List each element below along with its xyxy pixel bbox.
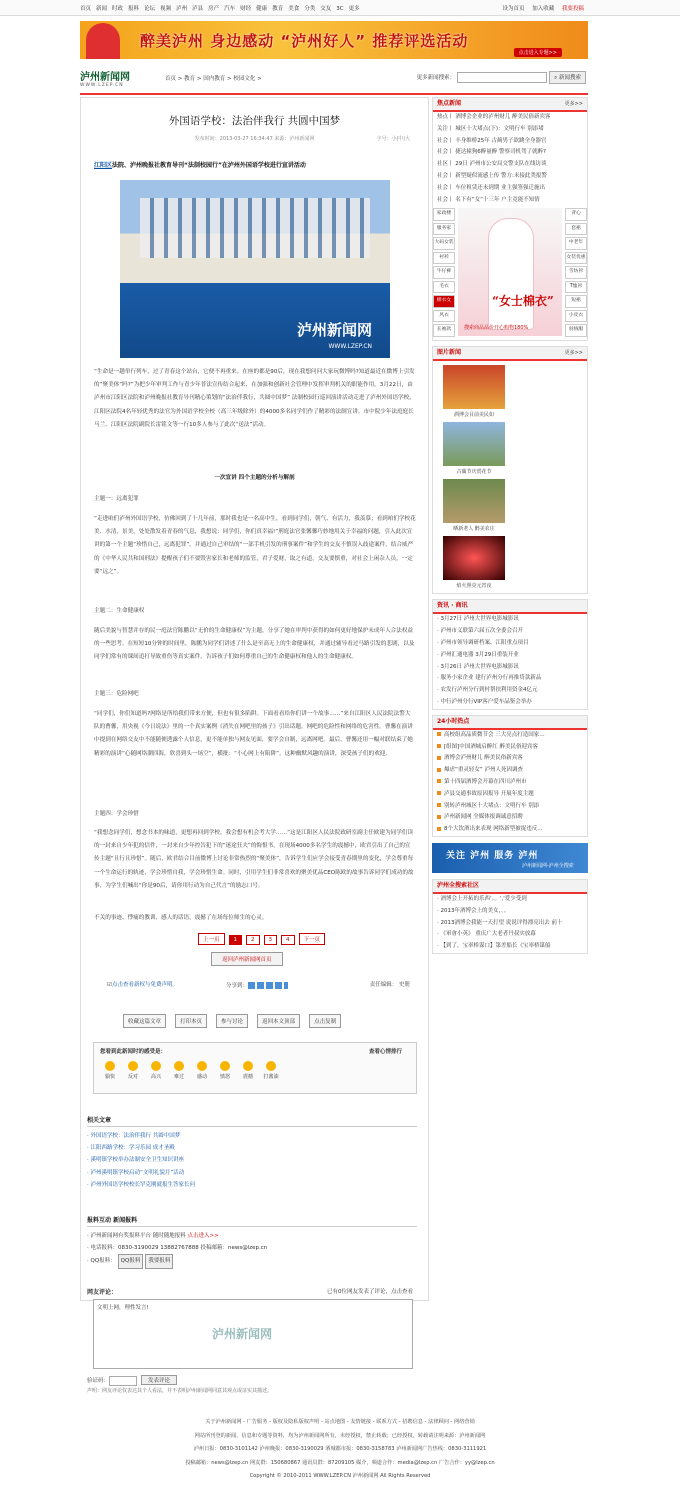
bullet-icon (437, 791, 441, 795)
related-item-text: 溪明镇学校举办法制安全卫生知识讲座 (90, 1157, 185, 1164)
article-photo (120, 180, 390, 358)
page-2[interactable]: 2 (246, 935, 260, 945)
hot-item[interactable] (433, 824, 587, 836)
related-item-text: 泸州溪明镇学校启动“文明礼貌月”活动 (90, 1169, 185, 1176)
search-button-label: 新闻搜索 (558, 75, 581, 81)
related-item[interactable]: · 江阳西路学校：学习乐园 成才圣殿 (87, 1145, 175, 1152)
report-platform: · 泸州新闻网有奖报料平台 随时随地报料 点击进入>> (87, 1233, 219, 1239)
hot-item[interactable] (433, 730, 587, 742)
comment-title: 网友评论： (87, 1289, 118, 1296)
notice-item[interactable]: · 泸州汇通电器 3月29日重装开业 (437, 651, 519, 658)
copy-button[interactable]: 点击复制 (309, 1014, 341, 1028)
mood-label: 打酱油 (263, 1074, 279, 1080)
community-item[interactable]: · 2013年酒博会上的美女，。。 (437, 907, 510, 914)
paragraph-3: 随后美貌与智慧并存的民一庭法官陈鹏以“无价的生命健康权”为主题，分享了她在审判中获得的如何更好地保护未成年人合法权益的一些思考。在短短10分钟的时间里，陈鹏为同学们讲述了什么是至高无上的生命健康权，并通过辅导看过马路引发的悲剧，以及同学们常有的课间追打导致重伤等真实案件，告诉孩子们如何尊重自己的生命健康权和他人的生命健康权。 (94, 628, 415, 661)
ad-tag[interactable]: 大码女装 (433, 237, 455, 250)
top-banner-ad[interactable] (80, 21, 588, 59)
top-nav-item[interactable]: 报料 (128, 6, 140, 12)
hot-text: 泸县交通事故原因报导 开展年度主题 (444, 790, 534, 797)
focus-item[interactable]: 社会丨 捷达撞狗6醉量醉 警察司机驾了就醉? (437, 149, 546, 156)
submit-report-button[interactable]: 我要报料 (145, 1254, 173, 1268)
print-button[interactable]: 打印本页 (175, 1014, 207, 1028)
mood-label: 愉快 (104, 1074, 115, 1080)
wide-ad-sub: 泸州新闻网-泸州全搜索 (522, 862, 574, 869)
footer-contacts: 投稿邮箱：news@lzep.cn 网友群：150680867 通讯员群：87209105 媒介，频道合作：media@lzep.cn 广告合作：yy@lzep.cn (185, 1459, 495, 1466)
submit-comment-button[interactable]: 发表评论 (141, 1375, 177, 1385)
related-title: 相关文章 (87, 1115, 417, 1127)
focus-news (432, 97, 588, 341)
hot-item[interactable] (433, 801, 587, 813)
search-label: 更多新闻搜索： (416, 75, 456, 81)
copyright-link[interactable] (107, 980, 178, 988)
share-label: 分享到： (226, 983, 249, 989)
related-item[interactable]: · 外国语学校：法治伴我行 共圆中国梦 (87, 1133, 181, 1139)
ad-tag[interactable]: T恤衫 (565, 281, 587, 294)
pic-item[interactable] (441, 536, 507, 589)
community-text: 酒博会上开拓的乐西‘。。','爱少受到 (440, 895, 527, 902)
top-nav-item[interactable]: 时政 (112, 6, 124, 12)
comment-textarea[interactable] (93, 1299, 413, 1369)
hot-24h (432, 715, 588, 837)
pic-title (433, 347, 587, 361)
paragraph-6: 不关的事迹、悸痛的教训、感人的话语，震撼了在场每位师生的心灵。 (94, 915, 268, 921)
top-nav-item[interactable]: 汽车 (224, 6, 236, 12)
copyright-text: 点击查看新权与免费声明。 (111, 982, 178, 988)
discuss-button[interactable]: 参与讨论 (216, 1014, 248, 1028)
submit-news-link[interactable]: 我要投稿 (561, 6, 584, 12)
top-nav-item[interactable]: 视频 (160, 6, 172, 12)
qq-report-button[interactable]: QQ报料 (118, 1254, 144, 1268)
notice-item[interactable]: · 服务小家企业 建行泸州分行再推贷款新品 (437, 675, 542, 682)
community-item[interactable]: · 【到了，宝率桥谋口】第差船长《宝率桥谋船 (437, 943, 551, 950)
ad-tag[interactable]: 牛仔裤 (433, 266, 455, 279)
notice-item[interactable]: · 泸州市义联第六届五次全委会召开 (437, 628, 524, 635)
hot-text: 别转泸州城区十大堵点：文明行车 别添 (444, 802, 540, 809)
paragraph-4: “同学们，你们知道吗?网络是所给我们带来方便，但也有很多陷阱。下面看看给你们讲一个故事……”来自江阳区人民法院法警大队的曹馨，用央视《今日说法》里的一个真实案例《消失在网吧里的孩子》引出话题，网吧的危险性和网络的危害性。曹馨在演讲中提到在网络交友中不能随便透露个人信息，更不能单独与网友见面，要学会自制，远离网吧。最后，曹馨还用一幅对联结束了她精彩的演讲“心随网络潮四海，欣喜到头一场空”，横批：“小心网上有陷阱”。这种幽默风趣的演讲，深受孩子们的欢迎。 (94, 711, 413, 757)
back-to-top-button[interactable]: 返回本文顶部 (257, 1014, 300, 1028)
related-item[interactable]: · 溪明镇学校举办法制安全卫生知识讲座 (87, 1157, 185, 1164)
report-qq: · QQ报料： QQ报料 我要报料 (87, 1254, 417, 1268)
site-footer (0, 1416, 680, 1484)
editor-credit: 责任编辑： 史册 (369, 982, 410, 988)
hot-item[interactable] (433, 812, 587, 824)
mood-label: 难过 (173, 1074, 184, 1080)
prev-page-button[interactable]: 上一页 (198, 933, 225, 945)
follow-luzhou-ad[interactable] (432, 843, 588, 873)
community-text: 2013年酒博会上的美女，。。 (440, 907, 510, 914)
ad-tag[interactable]: 背心 (565, 208, 587, 221)
top-nav-item[interactable]: 3C (336, 6, 344, 12)
pic-item[interactable] (441, 365, 507, 418)
report-phone: · 电话报料：0830-3190029 13882767888 投稿邮箱：news@lzep.cn (87, 1245, 268, 1252)
mood-moved[interactable] (192, 1061, 212, 1080)
pic-thumb (443, 536, 505, 580)
ad-headline: “女士棉衣” (492, 294, 554, 309)
mood-panel (93, 1042, 417, 1094)
paragraph-2: “走进咱们泸州外国语学校，仿佛回到了十几年前，那时我也是一名高中生，看到同学们，朝气、有活力，我羡慕；看到咱们学校花美、水清，景美，处处散发着青春的气息，我想说：同学们，你们真幸福!”刑庭法官张馨馨巧妙地用关于幸福的问题，引入此次宣讲的第一个主题“珍惜自己，远离犯罪”。并通过自己审结的“一部手机引发的刑事案件”和学生的交友不慎误入歧途案件，结合威严的《中华人民共和国刑法》提醒孩子们不要毁害家长和老师的监管，君子爱财，取之有道，交友要慎重，对社会上闲杂人员，一定要“远之”。 (94, 516, 416, 575)
article-column (80, 97, 429, 1394)
bullet-icon (437, 779, 441, 783)
hot-title: 24小时热点 (433, 716, 587, 730)
notice-item[interactable]: · 泸州市领导调研档案、江阳重点项目 (437, 639, 529, 646)
footer-copyright-notice: 网站所刊登的新闻、信息和专题等资料，均为泸州新闻网所有，未经授权，禁止转载；已经授权，转载请注明来源：泸州新闻网 (194, 1432, 486, 1439)
focus-item[interactable]: 关注丨 城区十大堵点(下)：文明行车 别添堵 (437, 125, 544, 132)
ad-tag[interactable]: 服务家 (433, 223, 455, 236)
community-text: 【到了，宝率桥谋口】第差船长《宝率桥谋船 (440, 943, 551, 950)
related-item-text: 泸州外国语学校校长罕克刚就报生答家长问 (90, 1181, 196, 1188)
top-nav-item[interactable]: 健康 (256, 6, 268, 12)
share-icons[interactable] (248, 982, 288, 989)
pic-caption: 焰火照亮元宵夜 (456, 583, 492, 590)
related-articles (87, 1115, 417, 1191)
notice-title: 资讯 · 商讯 (433, 600, 587, 614)
community-item[interactable]: · 2013酒博会我能一天打望 说说评得漂亮出去 前十 (437, 919, 563, 926)
back-home-button[interactable]: 返回泸州新闻网首页 (211, 952, 283, 966)
indifferent-icon (266, 1061, 276, 1071)
ad-tag[interactable]: 小皮衣 (565, 310, 587, 323)
ad-image[interactable] (458, 208, 562, 336)
notice-text: 农发行泸州分行到村帮扶利用资金4亿元 (440, 687, 538, 694)
top-nav-item[interactable]: 财经 (240, 6, 252, 12)
add-favorite-link[interactable]: 加入收藏 (532, 6, 555, 12)
ad-subline: 搜索商品品价开心购物180% (464, 325, 529, 332)
mood-label: 高兴 (150, 1074, 161, 1080)
search-icon: ⌕ (554, 75, 558, 81)
comment-disclaimer: 声明：网友评论仅表达其个人看法，并不表明泸州新闻网同意其观点或证实其描述。 (87, 1388, 273, 1394)
top-nav-item[interactable]: 教育 (272, 6, 284, 12)
mood-label: 愤怒 (219, 1074, 230, 1080)
focus-title (433, 98, 587, 112)
pic-item[interactable] (441, 479, 507, 532)
photo-watermark: 泸州新闻网 (296, 321, 372, 339)
topic-3: 主题三：危险网吧 (94, 691, 139, 697)
ad-tag[interactable]: 风衣 (433, 310, 455, 323)
related-item[interactable]: · 泸州溪明镇学校启动“文明礼貌月”活动 (87, 1169, 185, 1176)
hot-text: 第十四届酒博会开幕在四川泸州市 (444, 778, 527, 785)
pic-title-text: 图片新闻 (437, 349, 462, 357)
section-heading: 一次宣讲 四个主题的分析与解剖 (214, 475, 295, 481)
article-lead (94, 160, 306, 169)
related-item-text: 江阳西路学校：学习乐园 成才圣殿 (90, 1145, 175, 1152)
hot-text: [组图]中国酒城启醉红 醉美民俗迎宾客 (444, 743, 539, 750)
community-box (432, 879, 588, 954)
community-title (433, 880, 587, 894)
top-nav (80, 4, 365, 12)
report-title: 报料互动 新闻报料 (87, 1215, 417, 1227)
ad-tags-left (433, 208, 455, 339)
community-title-text: 泸州全搜索社区 (437, 881, 480, 889)
focus-item[interactable]: 社区丨 29日 泸州市公安局交警支队在线访谈 (437, 161, 547, 168)
page-1[interactable]: 1 (229, 935, 243, 945)
hot-text: 8个大饮酒出来表现 网络新型被捉违反... (444, 826, 543, 833)
mood-label: 震撼 (242, 1074, 253, 1080)
report-platform-text: 泸州新闻网有奖报料平台 随时随地报料 (90, 1233, 186, 1239)
focus-title-text: 焦点新闻 (437, 100, 462, 107)
mood-sad[interactable] (169, 1061, 189, 1080)
ad-tag[interactable]: 羽绒服 (565, 324, 587, 337)
topic-2: 主题二：生命健康权 (94, 608, 145, 614)
publish-info: 发布时间：2013-03-27 16:34:47 来源：泸州新闻网 (194, 136, 315, 142)
search-button[interactable] (549, 71, 586, 84)
header-divider (80, 93, 588, 95)
ad-tag[interactable]: 长袖款 (433, 324, 455, 337)
top-right-links (496, 4, 584, 12)
focus-item[interactable]: 社会丨 新型疑似流感上传 警方:未接此类报警 (437, 172, 547, 179)
bullet-icon (437, 732, 441, 736)
comment-watermark: 泸州新闻网 (212, 1327, 273, 1341)
furious-icon (220, 1061, 230, 1071)
verify-row (87, 1375, 177, 1386)
hot-text: 酒博会泸州财儿 醉美民俗新宾客 (444, 755, 523, 762)
mood-indifferent[interactable] (261, 1061, 281, 1080)
article-meta (81, 135, 428, 142)
pic-grid (433, 361, 587, 593)
shocked-icon (243, 1061, 253, 1071)
ad-tag[interactable]: 衬衫 (433, 252, 455, 265)
page-4[interactable]: 4 (281, 935, 295, 945)
hot-text: 高校组高品质微节会 三大亮点打造国家… (444, 731, 545, 738)
article-title: 外国语学校：法治伴我行 共圆中国梦 (168, 115, 341, 127)
footer-links[interactable]: 关于泸州新闻网 - 广告服务 - 版权及隐私版权声明 - 站点地图 - 友情链接 - 联系方式 - 招聘信息 - 法律顾问 - 网络营销 (205, 1419, 475, 1425)
notice-text: 3月27日 泸州大世界电影城影讯 (440, 616, 519, 623)
banner-text: 醉美泸州 身边感动 “泸州好人” 推荐评选活动 (140, 32, 469, 50)
paragraph-1: “生命是一趟単行列车，过了青春这个站台，它便不再重来。在座的都是90后，现在我想问问大家玩微博吗?知道最近在微博上引发的“聚美体”吗?”为把少年审判工作与青少年普法宣传结合起来，在加强和创新社会管理中发挥审判机关的职能作用，3月22日，由泸州市江阳区法院和泸州晚报社教育导刊精心策划的“法治伴我行，共圆中国梦” 法制校园行巡回演讲活动走进了泸州外国语学校，江阳区法院4名年轻优秀的法官为外国语学校全校（高三年级除外）的4000多名同学们作了精彩的法制宣讲。市中院少年法庭庭长马兰、江阳区法院副院长雷铭文等一行10多人参与了此次“送法”活动。 (94, 369, 415, 428)
focus-item[interactable]: 社会丨 名下有“女”十三年 户主竟能不知情 (437, 196, 540, 203)
moved-icon (197, 1061, 207, 1071)
notice-text: 泸州汇通电器 3月29日重装开业 (440, 651, 519, 658)
wide-ad-text: 关注 泸州 服务 泸州 (446, 850, 539, 861)
top-nav-item[interactable]: 首页 (80, 6, 92, 12)
ad-tag[interactable]: 家政楼 (433, 208, 455, 221)
hot-item[interactable] (433, 777, 587, 789)
notice-text: 服务小家企业 建行泸州分行再推贷款新品 (440, 675, 542, 682)
pic-caption: 晒新老人 醉美农庄 (453, 526, 495, 533)
ad-tag[interactable]: 套裙 (565, 223, 587, 236)
breadcrumb[interactable]: 首页 > 教育 > 国内教育 > 校园文化 > (165, 76, 262, 82)
smile-icon (105, 1061, 115, 1071)
hot-item[interactable] (433, 742, 587, 754)
mood-label: 反对 (127, 1074, 138, 1080)
next-page-button[interactable]: 下一页 (299, 933, 326, 945)
search-input[interactable] (457, 72, 547, 83)
mood-options (100, 1061, 284, 1080)
top-nav-item[interactable]: 论坛 (144, 6, 156, 12)
mood-rank-link[interactable]: 查看心情排行 (368, 1049, 402, 1055)
notice-text: 3月26日 泸州大世界电影城影讯 (440, 663, 519, 670)
footer-copyright: Copyright © 2010-2011 WWW.LZEP.CN 泸州新闻网 All Rights Reserved (249, 1473, 431, 1479)
related-item-text: 外国语学校：法治伴我行 共圆中国梦 (90, 1133, 181, 1139)
focus-more-link[interactable]: 更多>> (564, 101, 583, 107)
search-area (417, 71, 586, 84)
community-text: 《軍會小英》 重庆广大老者丹叔实放幕 (440, 931, 536, 938)
clothing-ad[interactable] (433, 208, 587, 338)
checkbox-icon: ☑ (107, 982, 112, 988)
topic-1: 主题一：远离犯罪 (94, 496, 139, 502)
report-enter-link[interactable]: 点击进入>> (187, 1233, 219, 1239)
notice-text: 泸州市义联第六届五次全委会召开 (440, 628, 524, 635)
mood-glad[interactable] (146, 1061, 166, 1080)
mood-title: 您看到此新闻时的感受是： (100, 1049, 167, 1055)
hot-item[interactable] (433, 765, 587, 777)
report-phone-text: 电话报料：0830-3190029 13882767888 投稿邮箱：news@lzep.cn (90, 1245, 268, 1252)
ad-tag[interactable]: 毛衣 (433, 281, 455, 294)
ad-tag[interactable]: 短裙 (565, 295, 587, 308)
hot-item[interactable] (433, 789, 587, 801)
article-actions (123, 1014, 350, 1028)
pic-thumb (443, 365, 505, 409)
related-item[interactable]: · 泸州外国语学校校长罕克刚就报生答家长问 (87, 1181, 196, 1188)
ad-tag-active[interactable]: 棉衣女 (433, 295, 455, 308)
top-nav-item[interactable]: 房产 (208, 6, 220, 12)
bullet-icon (437, 768, 441, 772)
notice-item[interactable]: · 中行泸州分行VIP客户爱车品鉴会举办 (437, 698, 532, 705)
notice-box (432, 599, 588, 709)
lead-place-link[interactable]: 江阳区 (94, 162, 113, 169)
community-item[interactable]: · 酒博会上开拓的乐西‘。。','爱少受到 (437, 895, 527, 902)
ad-tag[interactable]: 雪纺衫 (565, 266, 587, 279)
comment-count-link[interactable]: 已有0位网友发表了评论，点击查看 (326, 1289, 413, 1295)
focus-item[interactable]: 社会丨 丰身维桥25年 古蔺男子欲跳全身器官 (437, 137, 547, 144)
verify-label: 验证码： (87, 1378, 110, 1384)
ad-tag[interactable]: 女装优惠 (565, 252, 587, 265)
notice-text: 中行泸州分行VIP客户爱车品鉴会举办 (440, 698, 532, 705)
page-3[interactable]: 3 (264, 935, 278, 945)
site-logo[interactable] (80, 68, 158, 90)
top-nav-item[interactable]: 泸县 (192, 6, 204, 12)
notice-item[interactable]: · 3月26日 泸州大世界电影城影讯 (437, 663, 519, 670)
picture-news (432, 346, 588, 594)
footer-phones: 泸州日报：0830-3101142 泸州晚报：0830-3190029 酒城都市报：0830-3158783 泸州新闻网广告热线：0830-3111921 (193, 1446, 487, 1452)
logo-url: WWW.LZEP.CN (80, 83, 124, 88)
share-bar (226, 981, 288, 989)
community-text: 2013酒博会我能一天打望 说说评得漂亮出去 前十 (440, 919, 563, 926)
angry-icon (128, 1061, 138, 1071)
top-nav-item[interactable]: 交友 (320, 6, 332, 12)
font-size-switch[interactable]: 字号：小|中|大 (376, 136, 410, 142)
pic-more-link[interactable]: 更多>> (564, 350, 583, 357)
hot-text: 爆虐“重灵轻女” 泸州人死因调查 (444, 767, 523, 774)
mood-happy[interactable] (100, 1061, 120, 1080)
verify-code-input[interactable] (109, 1376, 137, 1386)
mood-label: 感动 (196, 1074, 207, 1080)
top-nav-item[interactable]: 更多 (348, 6, 360, 12)
logo-name: 泸州新闻网 (80, 72, 130, 83)
focus-item[interactable]: 热点丨 酒博会企业的泸州财儿 醉美民俗新宾客 (437, 114, 551, 120)
hot-text: 泸州新闻网 全媒体报调诚意招聘 (444, 814, 523, 821)
bullet-icon (437, 803, 441, 807)
community-item[interactable]: · 《軍會小英》 重庆广大老者丹叔实放幕 (437, 931, 536, 938)
top-nav-item[interactable]: 泸州 (176, 6, 188, 12)
mood-furious[interactable] (215, 1061, 235, 1080)
mood-oppose[interactable] (123, 1061, 143, 1080)
paragraph-5: “我想念同学们，想念书本的味道，更想再回到学校，我会想有机会考大学……”这是江阳区人民法院政研室副主任欧建为同学们读的一封来自少年犯的信件，一封来自少年控告犯下的“迷途狂夫”的悔恨书。在现场4000多名学生的震撼中，欧君引出了自己的宣传主题“且行且珍惜”。随后，欧君结合目前微博上讨论非常热烈的“聚美体”，告诉学生们应学会接受青春期里的变化，学会尊重每一个生命运行的轨迹，学会珍惜自我，学会珍惜生命。同时，引用学生们非常喜欢的聚美优品CEO陈欧的故事告诉同学们成功的故事，为学生们喊出“你是90后，请你用行动为自己代言”的励志口号。 (94, 830, 414, 889)
news-report (87, 1215, 417, 1269)
top-bar (0, 0, 680, 16)
photo-watermark-url: WWW.LZEP.CN (328, 343, 372, 350)
bullet-icon (437, 744, 441, 748)
focus-item[interactable]: 社会丨 车位租赁还未到期 业主强签强迁施出 (437, 184, 545, 191)
pic-caption: 古蔺节庆赏花节 (456, 469, 492, 476)
ad-model (488, 218, 534, 330)
notice-text: 泸州市领导调研档案、江阳重点项目 (440, 639, 529, 646)
bullet-icon (437, 815, 441, 819)
pagination (196, 933, 327, 945)
set-home-link[interactable]: 设为首页 (502, 6, 525, 12)
ad-tags-right (565, 208, 587, 339)
notice-item[interactable]: · 3月27日 泸州大世界电影城影讯 (437, 616, 519, 623)
sidebar (432, 97, 588, 959)
ad-tag[interactable]: 中老年 (565, 237, 587, 250)
pic-item[interactable] (441, 422, 507, 475)
top-nav-item[interactable]: 分类 (304, 6, 316, 12)
pic-thumb (443, 479, 505, 523)
hot-item[interactable] (433, 753, 587, 765)
comment-section (87, 1287, 417, 1394)
report-qq-label: QQ报料： (90, 1258, 116, 1265)
bullet-icon (437, 756, 441, 760)
pic-thumb (443, 422, 505, 466)
laugh-icon (151, 1061, 161, 1071)
banner-portrait (86, 23, 120, 59)
notice-item[interactable]: · 农发行泸州分行到村帮扶利用资金4亿元 (437, 687, 538, 694)
banner-enter-button[interactable]: 点击进入专题>> (514, 48, 562, 57)
bookmark-button[interactable]: 收藏这篇文章 (123, 1014, 166, 1028)
lead-text: 法院、泸州晚报社教育导刊“法制校园行”在泸州外国语学校进行宣讲活动 (112, 162, 306, 169)
sad-icon (174, 1061, 184, 1071)
topic-4: 主题四：学会珍惜 (94, 811, 139, 817)
bullet-icon (437, 827, 441, 831)
photo-building (140, 198, 370, 258)
comment-placeholder: 文明上网，理性发言! (97, 1305, 149, 1311)
mood-shocked[interactable] (238, 1061, 258, 1080)
top-nav-item[interactable]: 美食 (288, 6, 300, 12)
pic-caption: 酒博会目前美民如 (453, 412, 494, 419)
top-nav-item[interactable]: 新闻 (96, 6, 108, 12)
